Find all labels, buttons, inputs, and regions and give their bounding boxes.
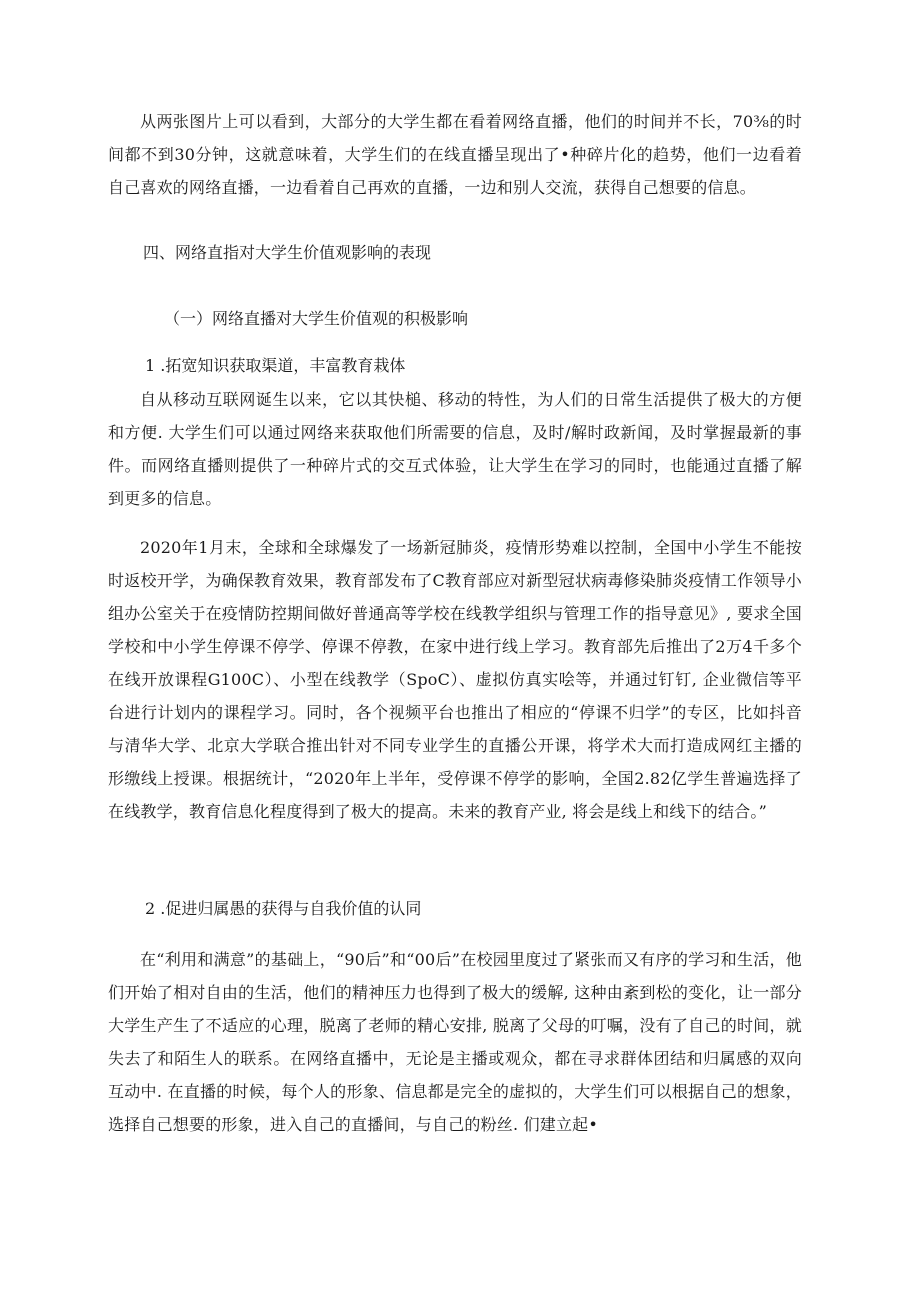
body-paragraph: 2020年1月末，全球和全球爆发了一场新冠肺炎，疫情形势难以控制，全国中小学生不能按时返校开学，为确保教育效果，教育部发布了C教育部应对新型冠状病毒修染肺炎疫情工作领导小组办公室关于在疫情防控期间做好普通高等学校在线教学组织与管理工作的指导意见》, 要求全国学校和中小学生停课不停学、停课不停教，在家中进行线上学习。教育部先后推出了2万4千多个在线开放课程G100C）、小型在线教学（SpoC）、虚拟仿真实哙等，并通过钉钉, 企业微信等平台进行计划内的课程学习。同时，各个视频平台也推出了相应的“停课不归学”的专区，比如抖音与清华大学、北京大学联合推出针对不同专业学生的直播公开课，将学术大而打造成网红主播的形缴线上授课。根据统计，“2020年上半年，受停课不停学的影响，全国2.82亿学生普遍选择了在线教学，教育信息化程度得到了极大的提高。未来的教育产业, 将会是线上和线下的结合。”: [108, 538, 802, 821]
item-heading-1: 1 .拓宽知识获取渠道，丰富教育栽体: [145, 356, 406, 375]
body-paragraph: 在“利用和满意”的基础上，“90后”和“00后”在校园里度过了紧张而又有序的学习和生活，他们开始了相对自由的生活，他们的精神压力也得到了极大的缓解, 这种由紊到松的变化，让一部分大学生产生了不适应的心理，脱离了老师的精心安排, 脱离了父母的叮嘱，没有了自己的时间，就失去了和陌生人的联系。在网络直播中，无论是主播或观众，都在寻求群体团结和归属感的双向互动中. 在直播的时候，每个人的形象、信息都是完全的虚拟的，大学生们可以根据自己的想象，选择自己想要的形象，进入自己的直播间，与自己的粉丝. 们建立起•: [108, 950, 802, 1134]
body-paragraph: 从两张图片上可以看到，大部分的大学生都在看着网络直播，他们的时间并不长，70⅜的时间都不到30分钟，这就意味着，大学生们的在线直播呈现出了•种碎片化的趋势，他们一边看着自己喜欢的网络直播，一边看着自己再欢的直播，一边和别人交流，获得自己想要的信息。: [108, 112, 802, 197]
body-paragraph: 自从移动互联网诞生以来，它以其快槌、移动的特性，为人们的日常生活提供了极大的方便和方便. 大学生们可以通过网络来获取他们所需要的信息，及时/解时政新闻，及时掌握最新的事件。而网络直播则提供了一种碎片式的交互式体验，让大学生在学习的同时，也能通过直播了解到更多的信息。: [108, 390, 802, 508]
item-heading-2: 2 .促进归属愚的获得与自我价值的认同: [145, 899, 422, 918]
subsection-heading: （一）网络直播对大学生价值观的积极影响: [164, 309, 469, 328]
section-heading: 四、网络直指对大学生价值观影响的表现: [143, 243, 432, 262]
